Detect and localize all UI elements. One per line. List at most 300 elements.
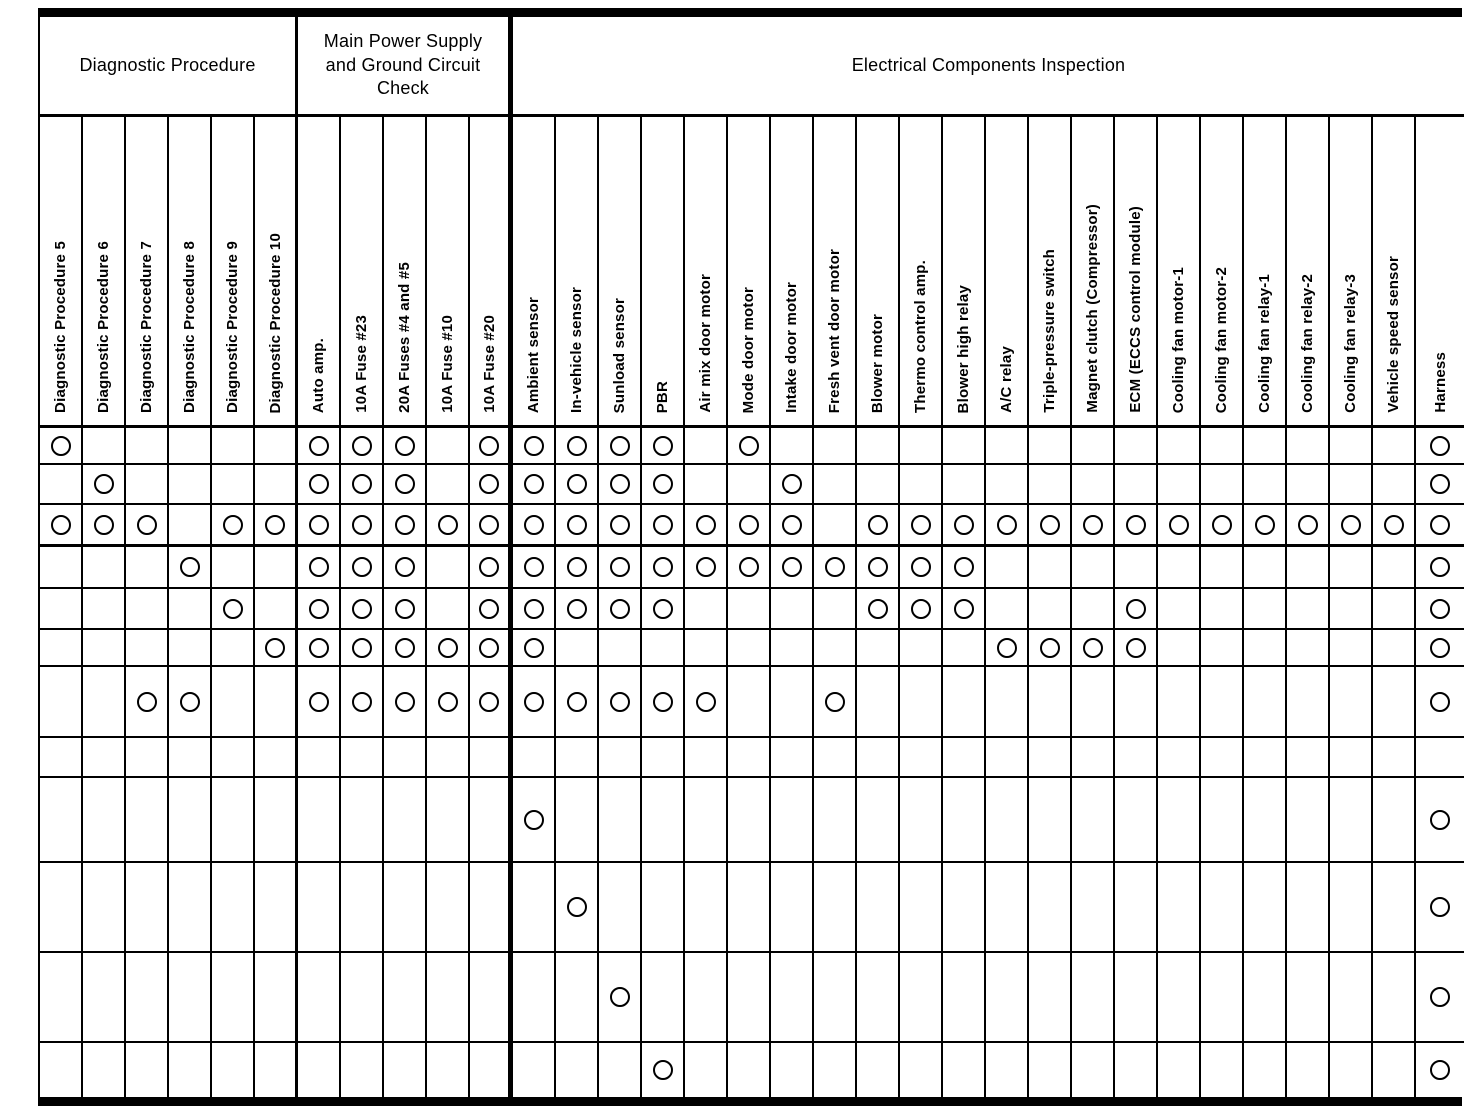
grid-cell	[1072, 428, 1115, 465]
circle-mark	[610, 557, 630, 577]
grid-cell	[857, 953, 900, 1043]
grid-cell	[642, 667, 685, 738]
circle-mark	[223, 599, 243, 619]
circle-mark	[180, 557, 200, 577]
grid-cell	[427, 428, 470, 465]
column-header	[986, 117, 1029, 428]
grid-cell	[1029, 1043, 1072, 1097]
grid-cell	[212, 630, 255, 667]
grid-cell	[255, 428, 298, 465]
grid-cell	[943, 589, 986, 630]
grid-cell	[1416, 738, 1464, 778]
grid-cell	[1115, 863, 1158, 953]
column-header-label: Harness	[1431, 352, 1449, 413]
grid-cell	[1287, 465, 1330, 505]
grid-cell	[1072, 465, 1115, 505]
circle-mark	[352, 599, 372, 619]
grid-cell	[1416, 1043, 1464, 1097]
grid-cell	[556, 465, 599, 505]
grid-cell	[1072, 505, 1115, 547]
circle-mark	[653, 692, 673, 712]
column-header	[255, 117, 298, 428]
section-header	[298, 17, 513, 117]
grid-cell	[83, 428, 126, 465]
grid-cell	[169, 547, 212, 589]
grid-cell	[728, 778, 771, 863]
grid-cell	[384, 738, 427, 778]
grid-cell	[1244, 505, 1287, 547]
grid-cell	[943, 547, 986, 589]
grid-cell	[986, 547, 1029, 589]
column-header	[341, 117, 384, 428]
grid-cell	[384, 863, 427, 953]
grid-cell	[83, 547, 126, 589]
grid-cell	[1158, 505, 1201, 547]
grid-cell	[857, 505, 900, 547]
grid-cell	[1201, 953, 1244, 1043]
circle-mark	[395, 692, 415, 712]
grid-cell	[212, 953, 255, 1043]
grid-cell	[1330, 738, 1373, 778]
grid-cell	[83, 738, 126, 778]
grid-cell	[556, 1043, 599, 1097]
grid-cell	[1330, 505, 1373, 547]
column-header-label: Cooling fan relay-1	[1256, 274, 1273, 413]
grid-cell	[341, 738, 384, 778]
grid-cell	[1201, 465, 1244, 505]
grid-cell	[427, 778, 470, 863]
grid-cell	[298, 630, 341, 667]
grid-cell	[900, 630, 943, 667]
grid-cell	[642, 953, 685, 1043]
grid-cell	[1244, 863, 1287, 953]
column-header-label: Magnet clutch (Compressor)	[1084, 204, 1101, 413]
grid-cell	[1072, 863, 1115, 953]
section-header	[40, 17, 298, 117]
column-header-label: Cooling fan relay-2	[1299, 274, 1316, 413]
grid-cell	[40, 1043, 83, 1097]
circle-mark	[610, 515, 630, 535]
grid-cell	[556, 778, 599, 863]
grid-cell	[857, 630, 900, 667]
column-header	[169, 117, 212, 428]
grid-cell	[212, 589, 255, 630]
column-header-label: Cooling fan motor-1	[1170, 266, 1187, 413]
grid-cell	[255, 630, 298, 667]
grid-cell	[986, 738, 1029, 778]
grid-cell	[126, 589, 169, 630]
grid-cell	[40, 953, 83, 1043]
grid-cell	[1373, 630, 1416, 667]
grid-cell	[814, 863, 857, 953]
grid-cell	[1158, 953, 1201, 1043]
grid-cell	[470, 630, 513, 667]
grid-cell	[470, 465, 513, 505]
grid-cell	[255, 547, 298, 589]
grid-cell	[126, 547, 169, 589]
column-header-label: Diagnostic Procedure 8	[181, 241, 198, 413]
grid-cell	[814, 778, 857, 863]
circle-mark	[868, 515, 888, 535]
column-header-label: Diagnostic Procedure 9	[224, 241, 241, 413]
grid-cell	[1287, 428, 1330, 465]
grid-cell	[255, 953, 298, 1043]
grid-cell	[857, 589, 900, 630]
grid-cell	[943, 863, 986, 953]
grid-cell	[298, 738, 341, 778]
grid-cell	[126, 630, 169, 667]
top-border-bar	[38, 8, 1462, 17]
grid-cell	[685, 630, 728, 667]
column-header	[1287, 117, 1330, 428]
grid-cell	[384, 667, 427, 738]
grid-cell	[771, 738, 814, 778]
grid-cell	[556, 505, 599, 547]
grid-cell	[1158, 630, 1201, 667]
grid-cell	[298, 428, 341, 465]
circle-mark	[1040, 515, 1060, 535]
grid-cell	[83, 863, 126, 953]
grid-cell	[1287, 547, 1330, 589]
grid-cell	[728, 589, 771, 630]
grid-cell	[384, 589, 427, 630]
grid-cell	[341, 547, 384, 589]
column-header	[1416, 117, 1464, 428]
grid-cell	[1244, 953, 1287, 1043]
grid-cell	[556, 428, 599, 465]
grid-cell	[986, 1043, 1029, 1097]
grid-cell	[814, 589, 857, 630]
grid-cell	[1201, 1043, 1244, 1097]
grid-cell	[685, 863, 728, 953]
grid-cell	[341, 667, 384, 738]
grid-cell	[771, 1043, 814, 1097]
grid-cell	[599, 589, 642, 630]
grid-cell	[1201, 589, 1244, 630]
circle-mark	[479, 638, 499, 658]
section-header-label: Main Power Supply and Ground Circuit Check	[323, 30, 483, 99]
circle-mark	[524, 515, 544, 535]
circle-mark	[696, 692, 716, 712]
grid-cell	[1115, 1043, 1158, 1097]
grid-cell	[857, 738, 900, 778]
grid-cell	[169, 630, 212, 667]
circle-mark	[911, 599, 931, 619]
grid-cell	[814, 953, 857, 1043]
column-header	[83, 117, 126, 428]
grid-cell	[1373, 428, 1416, 465]
grid-cell	[341, 505, 384, 547]
grid-cell	[83, 589, 126, 630]
circle-mark	[567, 557, 587, 577]
grid-cell	[943, 953, 986, 1043]
grid-cell	[685, 589, 728, 630]
column-header-label: Air mix door motor	[697, 274, 714, 413]
column-header-label: In-vehicle sensor	[568, 287, 585, 413]
grid-cell	[1072, 547, 1115, 589]
section-header-label: Diagnostic Procedure	[79, 54, 256, 75]
grid-cell	[642, 589, 685, 630]
grid-cell	[728, 863, 771, 953]
grid-cell	[1201, 428, 1244, 465]
grid-cell	[814, 738, 857, 778]
grid-cell	[169, 738, 212, 778]
grid-cell	[1115, 953, 1158, 1043]
grid-cell	[255, 1043, 298, 1097]
grid-cell	[1330, 667, 1373, 738]
grid-cell	[40, 547, 83, 589]
column-header	[556, 117, 599, 428]
column-header-label: ECM (ECCS control module)	[1127, 206, 1144, 413]
circle-mark	[479, 436, 499, 456]
grid-cell	[642, 428, 685, 465]
column-header-label: Blower motor	[869, 313, 886, 413]
grid-cell	[1158, 465, 1201, 505]
grid-cell	[1244, 1043, 1287, 1097]
grid-cell	[685, 547, 728, 589]
column-header-label: Auto amp.	[310, 337, 327, 413]
grid-cell	[40, 505, 83, 547]
column-header-label: Sunload sensor	[611, 297, 628, 413]
circle-mark	[610, 987, 630, 1007]
grid-cell	[943, 465, 986, 505]
grid-cell	[1029, 630, 1072, 667]
circle-mark	[352, 557, 372, 577]
grid-cell	[1330, 465, 1373, 505]
grid-cell	[900, 953, 943, 1043]
grid-cell	[986, 630, 1029, 667]
circle-mark	[567, 599, 587, 619]
circle-mark	[395, 599, 415, 619]
circle-mark	[309, 436, 329, 456]
grid-cell	[771, 630, 814, 667]
grid-cell	[900, 863, 943, 953]
grid-cell	[1287, 1043, 1330, 1097]
column-header	[728, 117, 771, 428]
circle-mark	[1083, 638, 1103, 658]
grid-cell	[599, 1043, 642, 1097]
grid-cell	[771, 778, 814, 863]
circle-mark	[1126, 515, 1146, 535]
column-header-label: Cooling fan relay-3	[1342, 274, 1359, 413]
grid-cell	[943, 778, 986, 863]
grid-cell	[341, 778, 384, 863]
grid-cell	[341, 589, 384, 630]
circle-mark	[524, 436, 544, 456]
circle-mark	[1040, 638, 1060, 658]
grid-cell	[556, 667, 599, 738]
circle-mark	[1430, 474, 1450, 494]
grid-cell	[513, 667, 556, 738]
grid-cell	[1201, 863, 1244, 953]
grid-cell	[212, 863, 255, 953]
grid-cell	[427, 465, 470, 505]
circle-mark	[739, 515, 759, 535]
circle-mark	[1298, 515, 1318, 535]
grid-cell	[986, 428, 1029, 465]
grid-cell	[384, 778, 427, 863]
grid-cell	[427, 589, 470, 630]
grid-cell	[427, 630, 470, 667]
circle-mark	[610, 474, 630, 494]
grid-cell	[814, 630, 857, 667]
grid-cell	[470, 589, 513, 630]
grid-cell	[470, 428, 513, 465]
grid-cell	[1158, 778, 1201, 863]
grid-cell	[1416, 953, 1464, 1043]
column-header-label: 10A Fuse #23	[353, 315, 370, 413]
grid-cell	[470, 953, 513, 1043]
circle-mark	[567, 474, 587, 494]
grid-cell	[771, 547, 814, 589]
grid-cell	[1416, 505, 1464, 547]
grid-cell	[1416, 863, 1464, 953]
circle-mark	[1169, 515, 1189, 535]
grid-cell	[1115, 428, 1158, 465]
grid-cell	[1201, 738, 1244, 778]
circle-mark	[438, 515, 458, 535]
grid-cell	[642, 465, 685, 505]
column-header	[814, 117, 857, 428]
grid-cell	[1029, 778, 1072, 863]
circle-mark	[524, 557, 544, 577]
grid-cell	[298, 547, 341, 589]
grid-cell	[169, 1043, 212, 1097]
grid-cell	[1072, 738, 1115, 778]
grid-cell	[943, 738, 986, 778]
circle-mark	[352, 436, 372, 456]
column-header-label: A/C relay	[998, 346, 1015, 413]
grid-cell	[1029, 505, 1072, 547]
column-header	[1373, 117, 1416, 428]
matrix-body	[38, 428, 1462, 1097]
circle-mark	[1126, 599, 1146, 619]
grid-cell	[1115, 667, 1158, 738]
grid-cell	[513, 778, 556, 863]
grid-cell	[384, 547, 427, 589]
grid-cell	[384, 630, 427, 667]
grid-cell	[513, 630, 556, 667]
grid-cell	[83, 505, 126, 547]
grid-cell	[900, 667, 943, 738]
circle-mark	[94, 474, 114, 494]
grid-cell	[1201, 505, 1244, 547]
grid-cell	[1029, 465, 1072, 505]
grid-cell	[1287, 778, 1330, 863]
grid-cell	[814, 465, 857, 505]
grid-cell	[1287, 667, 1330, 738]
circle-mark	[395, 638, 415, 658]
circle-mark	[1430, 638, 1450, 658]
circle-mark	[479, 515, 499, 535]
circle-mark	[309, 557, 329, 577]
grid-cell	[169, 428, 212, 465]
grid-cell	[298, 1043, 341, 1097]
grid-cell	[298, 505, 341, 547]
grid-cell	[857, 1043, 900, 1097]
grid-cell	[599, 465, 642, 505]
grid-cell	[1330, 863, 1373, 953]
grid-cell	[1115, 547, 1158, 589]
grid-cell	[1072, 953, 1115, 1043]
grid-cell	[212, 1043, 255, 1097]
grid-cell	[513, 1043, 556, 1097]
grid-cell	[814, 505, 857, 547]
grid-cell	[1330, 589, 1373, 630]
grid-cell	[1072, 630, 1115, 667]
grid-cell	[1416, 778, 1464, 863]
grid-cell	[513, 589, 556, 630]
grid-cell	[642, 547, 685, 589]
grid-cell	[1201, 778, 1244, 863]
grid-cell	[1072, 589, 1115, 630]
grid-cell	[1244, 465, 1287, 505]
grid-cell	[1201, 630, 1244, 667]
grid-cell	[642, 1043, 685, 1097]
grid-cell	[513, 505, 556, 547]
grid-cell	[427, 738, 470, 778]
column-header	[1330, 117, 1373, 428]
circle-mark	[653, 515, 673, 535]
grid-cell	[1201, 667, 1244, 738]
circle-mark	[1083, 515, 1103, 535]
grid-cell	[126, 863, 169, 953]
circle-mark	[1384, 515, 1404, 535]
circle-mark	[610, 436, 630, 456]
grid-cell	[814, 1043, 857, 1097]
circle-mark	[352, 638, 372, 658]
grid-cell	[169, 863, 212, 953]
circle-mark	[696, 557, 716, 577]
grid-cell	[1072, 778, 1115, 863]
circle-mark	[911, 515, 931, 535]
circle-mark	[610, 692, 630, 712]
circle-mark	[479, 474, 499, 494]
column-header	[427, 117, 470, 428]
grid-cell	[1373, 863, 1416, 953]
grid-cell	[1416, 428, 1464, 465]
grid-cell	[1029, 589, 1072, 630]
grid-cell	[255, 505, 298, 547]
grid-cell	[642, 630, 685, 667]
circle-mark	[868, 599, 888, 619]
section-header-label: Electrical Components Inspection	[851, 54, 1126, 75]
grid-cell	[126, 465, 169, 505]
circle-mark	[1430, 810, 1450, 830]
circle-mark	[782, 474, 802, 494]
section-header	[513, 17, 1464, 117]
grid-cell	[1244, 428, 1287, 465]
grid-cell	[341, 863, 384, 953]
grid-cell	[169, 589, 212, 630]
grid-cell	[1244, 547, 1287, 589]
grid-cell	[814, 667, 857, 738]
grid-cell	[1029, 547, 1072, 589]
grid-cell	[642, 778, 685, 863]
grid-cell	[212, 667, 255, 738]
grid-cell	[83, 667, 126, 738]
column-header-label: 10A Fuse #20	[480, 315, 498, 413]
grid-cell	[857, 547, 900, 589]
column-header	[1158, 117, 1201, 428]
grid-cell	[1373, 778, 1416, 863]
circle-mark	[567, 515, 587, 535]
grid-cell	[1330, 778, 1373, 863]
grid-cell	[857, 465, 900, 505]
grid-cell	[556, 863, 599, 953]
grid-cell	[40, 778, 83, 863]
circle-mark	[438, 638, 458, 658]
